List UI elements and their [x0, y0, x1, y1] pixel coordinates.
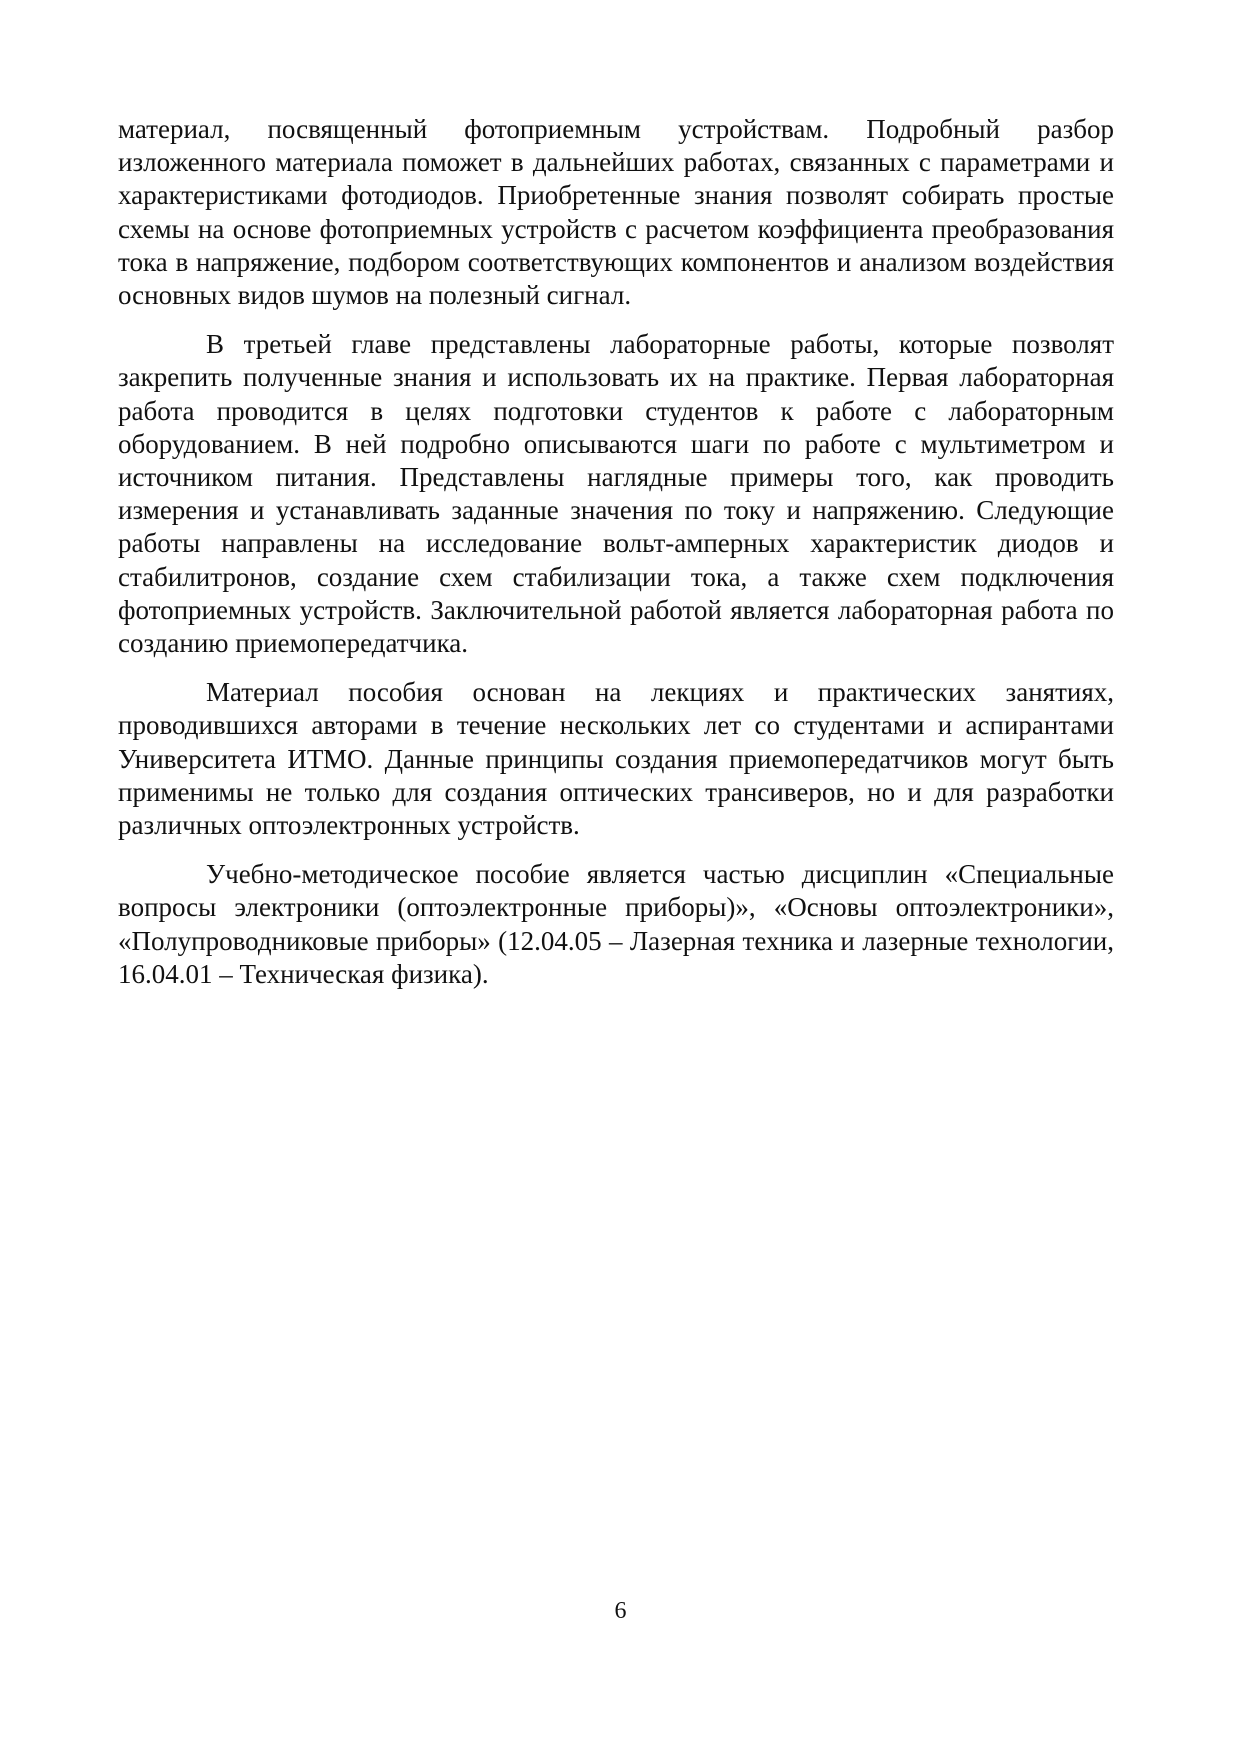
page-number: 6 [614, 1598, 627, 1624]
paragraph-continuation: материал, посвященный фотоприемным устройствам. Подробный разбор изложенного материала поможет в дальнейших работах, связанных с параметрами и характеристиками фотодиодов. Приобретенные знания позволят собирать простые схемы на основе фотоприемных устройств с расчетом коэффициента преобразования тока в напряжение, подбором соответствующих компонентов и анализом воздействия основных видов шумов на полезный сигнал. [118, 114, 1114, 311]
paragraph-third-chapter: В третьей главе представлены лабораторные работы, которые позволят закрепить полученные знания и использовать их на практике. Первая лабораторная работа проводится в целях подготовки студентов к работе с лабораторным оборудованием. В ней подробно описываются шаги по работе с мультиметром и источником питания. Представлены наглядные примеры того, как проводить измерения и устанавливать заданные значения по току и напряжению. Следующие работы направлены на исследование вольт-амперных характеристик диодов и стабилитронов, создание схем стабилизации тока, а также схем подключения фотоприемных устройств. Заключительной работой является лабораторная работа по созданию приемопередатчика. [118, 329, 1114, 659]
paragraph-material-basis: Материал пособия основан на лекциях и практических занятиях, проводившихся авторами в течение нескольких лет со студентами и аспирантами Университета ИТМО. Данные принципы создания приемопередатчиков могут быть применимы не только для создания оптических трансиверов, но и для разработки различных оптоэлектронных устройств. [118, 677, 1114, 841]
paragraph-disciplines: Учебно-методическое пособие является частью дисциплин «Специальные вопросы электроники (оптоэлектронные приборы)», «Основы оптоэлектроники», «Полупроводниковые приборы» (12.04.05 – Лазерная техника и лазерные технологии, 16.04.01 – Техническая физика). [118, 859, 1114, 989]
body-text [118, 113, 1114, 991]
